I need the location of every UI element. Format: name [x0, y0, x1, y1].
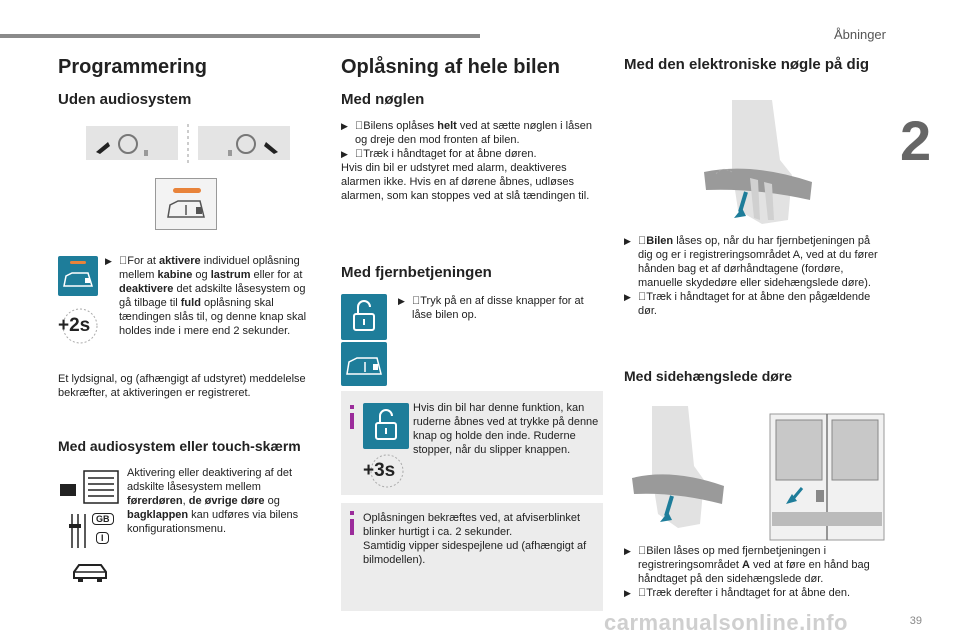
side-doors-illustration: [632, 406, 886, 542]
windows-info-box: [341, 391, 603, 495]
no-audio-heading: Uden audiosystem: [58, 91, 192, 108]
audio-text-run: ,: [182, 495, 189, 507]
activate-text-run: og: [192, 269, 211, 281]
audio-touch-heading: Med audiosystem eller touch-skærm: [58, 438, 301, 454]
two-seconds-label: +2s: [58, 315, 91, 336]
activate-text-run: oplåsning skal tændingen slås til, og denne knap skal holdes inde i mere end 2 sekunder.: [119, 297, 307, 337]
van-icon: [341, 342, 387, 386]
audio-text-run: bagklappen: [127, 509, 189, 521]
info-icon: [350, 413, 354, 429]
electronic-key-bullet-item: [624, 234, 886, 290]
unlock-button-icon: [341, 294, 387, 340]
bullet-remote: [398, 294, 603, 322]
electronic-key-heading: Med den elektroniske nøgle på dig: [624, 56, 870, 73]
side-doors-list: [624, 544, 886, 600]
alarm-paragraph: Hvis din bil er udstyret med alarm, deaktiveres alarmen ikke. Hvis en af dørene åbnes, udløses alarmen, som kan stoppes ved at slå tændingen til.: [341, 162, 590, 202]
key-bullet-run: Bilens oplåses: [363, 120, 438, 132]
programming-bullet: [105, 254, 319, 338]
side-doors-bullets: [624, 544, 886, 600]
electronic-key-bullet-item: [624, 290, 886, 318]
screen-icon: [58, 468, 122, 508]
header-bar: [0, 34, 480, 38]
key-bullet-run: Træk i håndtaget for at åbne døren.: [363, 148, 537, 160]
car-menu-icon: [70, 560, 110, 584]
activate-text-run: det adskilte låsesystem og gå tilbage til: [119, 283, 306, 309]
electronic-key-bullets: [624, 234, 886, 318]
column-electronic-key: [624, 56, 886, 74]
audio-text-run: de øvrige døre: [188, 495, 265, 507]
key-bullet-item: [341, 147, 603, 161]
padlock-open-icon: [341, 294, 387, 340]
key-heading: Med nøglen: [341, 91, 425, 108]
audio-text-run: førerdøren: [127, 495, 183, 507]
three-seconds-label: +3s: [363, 460, 396, 481]
arrow-right-icon: ▶: [341, 149, 348, 159]
activate-text-run: kabine: [157, 269, 193, 281]
windows-info-text: Hvis din bil har denne funktion, kan ruderne åbnes ved at trykke på denne knap og holde den inde. Ruderne stopper, når du slipper knappen.: [413, 402, 599, 456]
info-dot: [350, 511, 354, 515]
section-title: Åbninger: [833, 27, 886, 42]
arrow-right-icon: ▶: [624, 546, 631, 556]
activate-text-run: lastrum: [210, 269, 251, 281]
confirm-info-text: Oplåsningen bekræftes ved, at afviserblinket blinker hurtigt i ca. 2 sekunder. Samtidig vipper sidespejlene ud (afhængigt af bilmodellen).: [363, 512, 587, 566]
audio-text-run: og: [264, 495, 280, 507]
bullet-remote-text: Tryk på en af disse knapper for at låse bilen op.: [412, 295, 584, 321]
info-dot: [350, 405, 354, 409]
arrow-right-icon: ▶: [398, 296, 405, 306]
van-lock-icon: [58, 256, 98, 296]
audio-paragraph: [127, 466, 319, 536]
electronic-key-bullet-run: Træk i håndtaget for at åbne den pågældende dør.: [638, 291, 871, 317]
van-lock-icon: [156, 179, 216, 229]
unlock-title: Oplåsning af hele bilen: [341, 56, 560, 78]
arrow-right-icon: ▶: [624, 236, 631, 246]
electronic-key-bullet-run: låses op, når du har fjernbetjeningen på dig og er i registreringsområdet A, ved at du fører hånden bag et af dørhåndtagene (fordøre, manuelle skydedøre eller sidehængslede døre).: [638, 235, 878, 289]
touchscreen-icon: [58, 468, 122, 508]
programming-title: Programmering: [58, 56, 207, 78]
key-bullet-run: ved at sætte nøglen i låsen og dreje den mod fronten af bilen.: [355, 120, 592, 146]
column-unlock: [341, 56, 603, 203]
arrow-right-icon: ▶: [624, 588, 631, 598]
bullet-activate: [105, 254, 319, 338]
remote-heading: Med fjernbetjeningen: [341, 264, 492, 281]
side-doors-bullet-run: ved at føre en hånd bag håndtaget på den sidehængslede dør.: [638, 559, 870, 585]
activate-text-run: deaktivere: [119, 283, 174, 295]
gb-badge: GB: [92, 513, 114, 525]
arrow-right-icon: ▶: [105, 256, 112, 266]
chapter-number: 2: [900, 109, 932, 172]
remote-bullet: [398, 294, 603, 322]
padlock-open-icon: [363, 403, 409, 449]
side-doors-bullet-run: Bilen låses op med fjernbetjeningen i registreringsområdet: [638, 545, 827, 571]
audio-text-run: kan udføres via bilens konfigurationsmenu.: [127, 509, 299, 535]
side-doors-bullet-run: Træk derefter i håndtaget for at åbne den.: [646, 587, 851, 599]
hand-handle-illustration: [702, 100, 822, 230]
key-bullet-run: helt: [437, 120, 457, 132]
three-seconds-icon: [361, 453, 409, 489]
unlock-button-icon: [363, 403, 409, 449]
lock-button-panel: [155, 178, 217, 230]
side-doors-bullet-run: A: [741, 559, 750, 571]
audio-text-run: Aktivering eller deaktivering af det adskilte låsesystem mellem: [127, 467, 293, 493]
activate-text-run: For at: [127, 255, 160, 267]
key-bullet-item: [341, 119, 603, 147]
signal-paragraph: Et lydsignal, og (afhængigt af udstyret) meddelelse bekræfter, at aktiveringen er registreret.: [58, 373, 306, 399]
arrow-right-icon: ▶: [624, 292, 631, 302]
page-number: 39: [909, 615, 922, 627]
dashboard-illustration: [86, 120, 291, 166]
van-unlock-icon: [341, 342, 387, 386]
activate-text-run: fuld: [180, 297, 201, 309]
activate-text-run: aktivere: [159, 255, 201, 267]
column-programming: [58, 56, 320, 109]
lock-button-icon: [58, 256, 98, 296]
info-icon: [350, 519, 354, 535]
confirm-info-box: [341, 503, 603, 611]
watermark: carmanualsonline.info: [604, 610, 848, 635]
car-icon: [70, 560, 110, 584]
two-seconds-icon: [56, 306, 100, 346]
side-doors-bullet-item: [624, 586, 886, 600]
arrow-right-icon: ▶: [341, 121, 348, 131]
electronic-key-bullet-run: Bilen: [646, 235, 674, 247]
side-doors-heading: Med sidehængslede døre: [624, 368, 793, 384]
activate-text-run: eller for at: [250, 269, 303, 281]
audio-menu-icon: [66, 512, 122, 552]
key-bullets: [341, 119, 603, 161]
side-doors-bullet-item: [624, 544, 886, 586]
i-badge: I: [96, 532, 109, 544]
electronic-key-list: [624, 234, 886, 318]
activate-text-run: individuel oplåsning mellem: [119, 255, 300, 281]
